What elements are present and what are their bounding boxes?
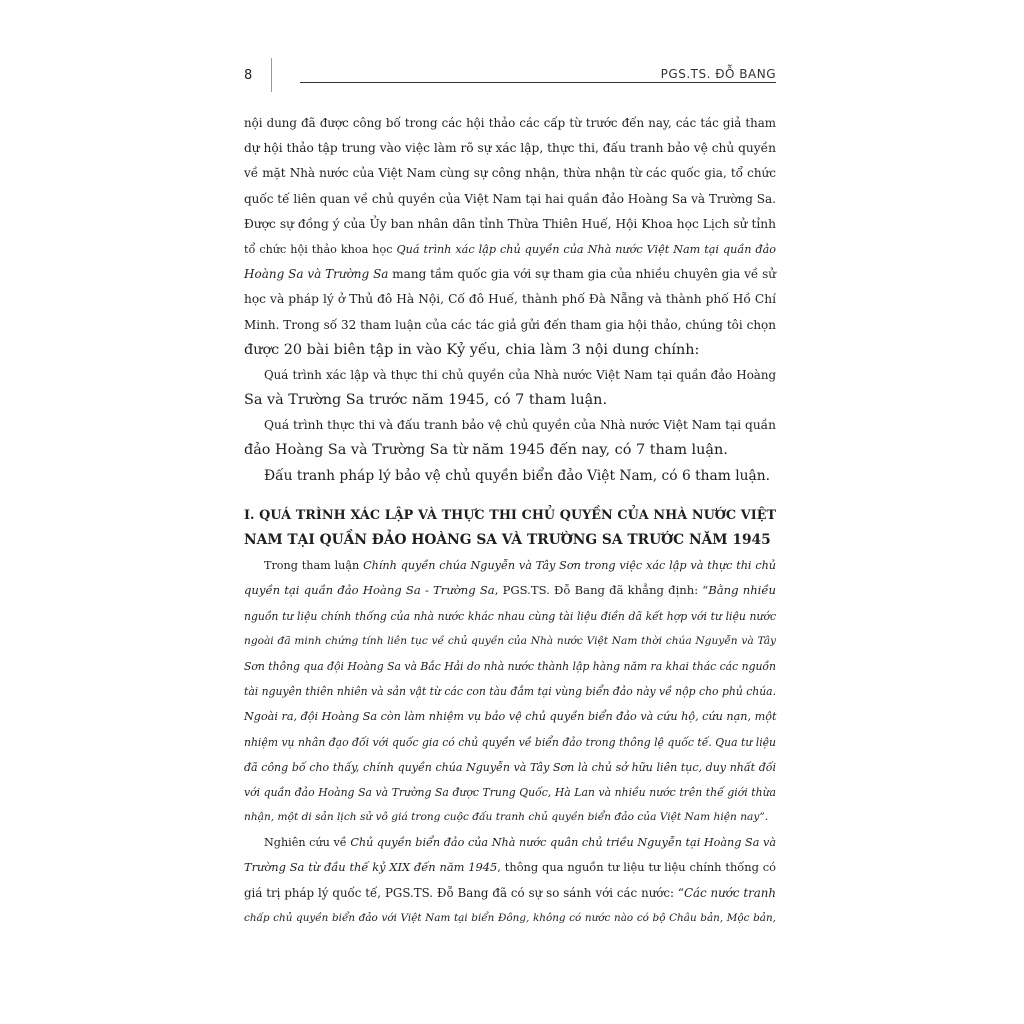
header-rule [300,82,776,83]
quote-line: chấp chủ quyền biển đảo với Việt Nam tại biển Đông, không có nước nào có bộ Châu bản, Mộc bản, [244,911,776,924]
text-line: Minh. Trong số 32 tham luận của các tác giả gửi đến tham gia hội thảo, chúng tôi chọn [244,317,776,332]
paragraph-topic-2 [244,413,776,463]
text-line: Đấu tranh pháp lý bảo vệ chủ quyền biển đảo Việt Nam, có 6 tham luận. [264,467,771,484]
section-heading [244,503,776,553]
text-run: ”. [759,811,769,824]
text-line [244,578,776,603]
text-line [244,262,776,287]
quote-line: tài nguyên thiên nhiên và sản vật từ các con tàu đắm tại vùng biển đảo này về nộp cho phủ chúa. [244,685,777,699]
paper-title-italic: quyền tại quần đảo Hoàng Sa - Trường Sa [244,583,495,598]
text-run: tổ chức hội thảo khoa học [244,242,397,256]
text-line [244,553,776,578]
text-line: đảo Hoàng Sa và Trường Sa từ năm 1945 đến nay, có 7 tham luận. [244,442,728,459]
quote-line: với quần đảo Hoàng Sa và Trường Sa được Trung Quốc, Hà Lan và nhiều nước trên thế giới thừa [244,785,776,799]
paper-title-italic: Trường Sa từ đầu thế kỷ XIX đến năm 1945 [244,860,498,875]
quote-italic: Bằng nhiều [708,583,776,598]
text-line: Sa và Trường Sa trước năm 1945, có 7 tham luận. [244,392,608,409]
text-line [244,237,776,262]
body-text [244,111,776,931]
paper-title-italic: Chính quyền chúa Nguyễn và Tây Sơn trong việc xác lập và thực thi chủ [363,559,777,573]
text-line: quốc tế liên quan về chủ quyền của Việt Nam tại hai quần đảo Hoàng Sa và Trường Sa. [244,191,776,206]
quote-line: Sơn thông qua đội Hoàng Sa và Bắc Hải do nhà nước thành lập hàng năm ra khai thác các nguồn [244,659,776,673]
paragraph-quote-2 [244,830,776,931]
text-line: nội dung đã được công bố trong các hội thảo các cấp từ trước đến nay, các tác giả tham [244,116,776,130]
heading-line: I. QUÁ TRÌNH XÁC LẬP VÀ THỰC THI CHỦ QUYỀN CỦA NHÀ NƯỚC VIỆT [244,507,776,523]
quote-italic: Các nước tranh [683,885,776,900]
header-vertical-divider [271,58,272,92]
text-line: Quá trình xác lập và thực thi chủ quyền của Nhà nước Việt Nam tại quần đảo Hoàng [264,367,776,382]
paragraph-topic-1 [244,363,776,413]
text-run: Nghiên cứu về [264,836,351,850]
paragraph-topic-3 [244,464,776,489]
seminar-title-italic: Quá trình xác lập chủ quyền của Nhà nước Việt Nam tại quần đảo [396,242,776,256]
text-line [244,830,776,855]
text-line: Quá trình thực thi và đấu tranh bảo vệ chủ quyền của Nhà nước Việt Nam tại quần [264,418,776,433]
heading-line: NAM TẠI QUẦN ĐẢO HOÀNG SA VÀ TRƯỜNG SA TRƯỚC NĂM 1945 [244,532,771,548]
quote-line: Ngoài ra, đội Hoàng Sa còn làm nhiệm vụ bảo vệ chủ quyền biển đảo và cứu hộ, cứu nạn, một [244,710,777,724]
paragraph-intro [244,111,776,363]
text-line: được 20 bài biên tập in vào Kỷ yếu, chia làm 3 nội dung chính: [244,341,700,358]
text-run: Trong tham luận [264,559,364,573]
text-run: mang tầm quốc gia với sự tham gia của nhiều chuyên gia về sử [388,267,776,282]
text-run: , PGS.TS. Đỗ Bang đã khẳng định: “ [494,583,709,598]
text-line: về mặt Nhà nước của Việt Nam cùng sự công nhận, thừa nhận từ các quốc gia, tổ chức [244,166,776,181]
seminar-title-italic: Hoàng Sa và Trường Sa [244,267,389,282]
quote-line: đã công bố cho thấy, chính quyền chúa Nguyễn và Tây Sơn là chủ sở hữu liên tục, duy nhất đối [244,760,776,774]
running-head-author: PGS.TS. ĐỖ BANG [660,67,776,81]
text-run: , thông qua nguồn tư liệu tư liệu chính thống có [497,860,776,875]
text-line: Được sự đồng ý của Ủy ban nhân dân tỉnh Thừa Thiên Huế, Hội Khoa học Lịch sử tỉnh [244,216,776,231]
text-line: học và pháp lý ở Thủ đô Hà Nội, Cố đô Huế, thành phố Đà Nẵng và thành phố Hồ Chí [244,292,776,307]
text-line [244,881,776,906]
paper-title-italic: Chủ quyền biển đảo của Nhà nước quân chủ triều Nguyễn tại Hoàng Sa và [350,836,776,850]
quote-line: nhiệm vụ nhân đạo đối với quốc gia có chủ quyền về biển đảo trong thông lệ quốc tế. Qua tư liệu [244,735,776,749]
quote-line: ngoài đã minh chứng tính liên tục về chủ quyền của Nhà nước Việt Nam thời chúa Nguyễn và Tây [244,634,776,647]
paragraph-quote-1 [244,553,776,830]
page-number: 8 [244,68,253,83]
text-run: giá trị pháp lý quốc tế, PGS.TS. Đỗ Bang đã có sự so sánh với các nước: “ [244,885,684,900]
text-line [244,855,776,880]
quote-italic: nhận, một di sản lịch sử vô giá trong cuộc đấu tranh chủ quyền biển đảo của Việt Nam hiện nay [244,811,760,824]
text-line [244,805,776,830]
text-line: dự hội thảo tập trung vào việc làm rõ sự xác lập, thực thi, đấu tranh bảo vệ chủ quyền [244,141,776,156]
quote-line: nguồn tư liệu chính thống của nhà nước khác nhau cùng tài liệu điền dã kết hợp với tư liệu nước [244,609,776,623]
